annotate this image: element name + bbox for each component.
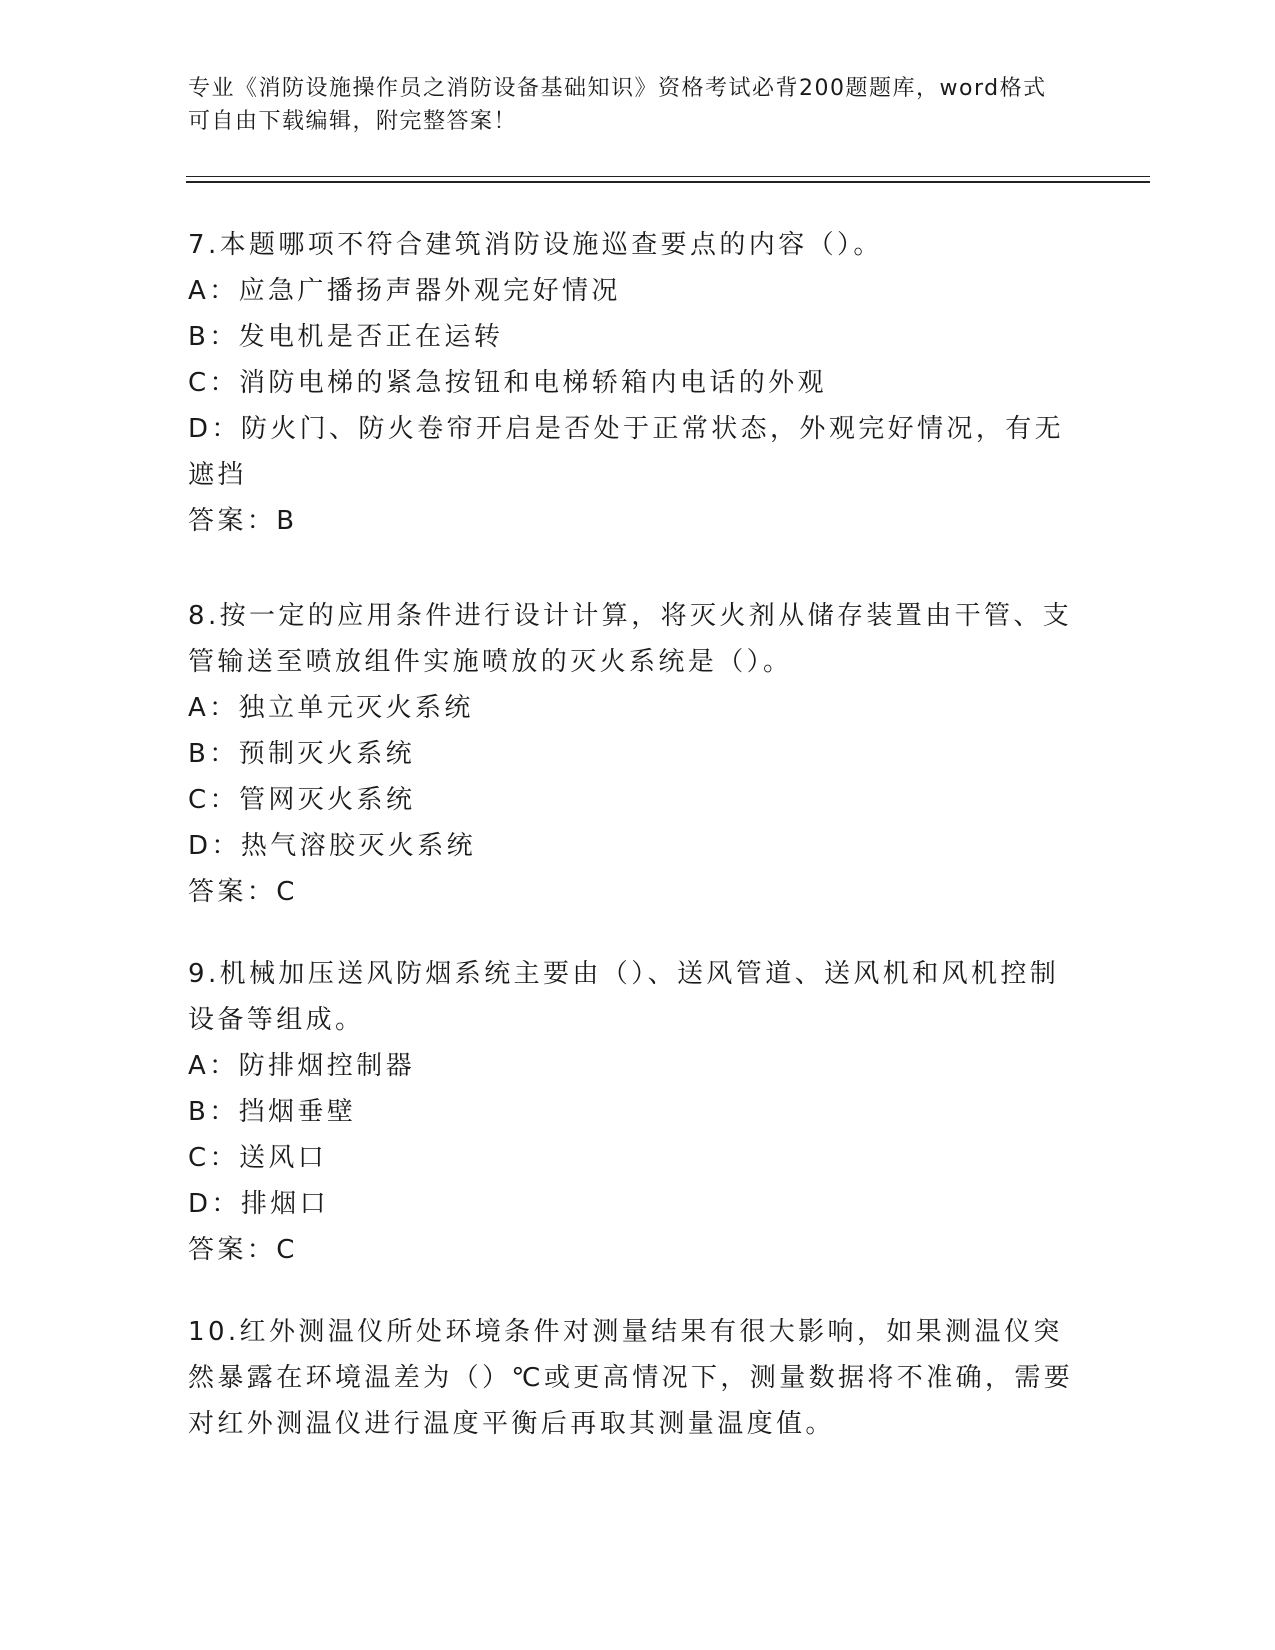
question-stem: 7.本题哪项不符合建筑消防设施巡查要点的内容（）。 — [188, 230, 883, 260]
option-d: D：防火门、防火卷帘开启是否处于正常状态，外观完好情况，有无遮挡 — [188, 414, 1065, 490]
option-b: B：挡烟垂壁 — [188, 1097, 357, 1127]
question-9 — [188, 951, 1088, 1273]
question-stem: 8.按一定的应用条件进行设计计算，将灭火剂从储存装置由干管、支管输送至喷放组件实施喷放的灭火系统是（）。 — [188, 601, 1073, 677]
option-c: C：管网灭火系统 — [188, 785, 416, 815]
question-stem: 9.机械加压送风防烟系统主要由（）、送风管道、送风机和风机控制设备等组成。 — [188, 959, 1060, 1035]
question-7 — [188, 222, 1088, 544]
document-header: 专业《消防设施操作员之消防设备基础知识》资格考试必背200题题库，word格式可自由下载编辑，附完整答案！ — [188, 76, 1047, 134]
option-c: C：送风口 — [188, 1143, 328, 1173]
option-b: B：发电机是否正在运转 — [188, 322, 504, 352]
option-a: A：独立单元灭火系统 — [188, 693, 474, 723]
answer: 答案：C — [188, 1235, 298, 1265]
header-rule-thick — [186, 181, 1150, 183]
option-a: A：防排烟控制器 — [188, 1051, 415, 1081]
option-d: D：排烟口 — [188, 1189, 330, 1219]
header-rule-thin — [186, 176, 1150, 177]
option-d: D：热气溶胶灭火系统 — [188, 831, 477, 861]
question-stem: 10.红外测温仪所处环境条件对测量结果有很大影响，如果测温仪突然暴露在环境温差为（）℃或更高情况下，测量数据将不准确，需要对红外测温仪进行温度平衡后再取其测量温度值。 — [188, 1317, 1074, 1439]
question-10 — [188, 1309, 1088, 1447]
answer: 答案：C — [188, 877, 298, 907]
answer: 答案：B — [188, 506, 298, 536]
option-c: C：消防电梯的紧急按钮和电梯轿箱内电话的外观 — [188, 368, 827, 398]
option-a: A：应急广播扬声器外观完好情况 — [188, 276, 621, 306]
question-8 — [188, 593, 1088, 915]
option-b: B：预制灭火系统 — [188, 739, 416, 769]
